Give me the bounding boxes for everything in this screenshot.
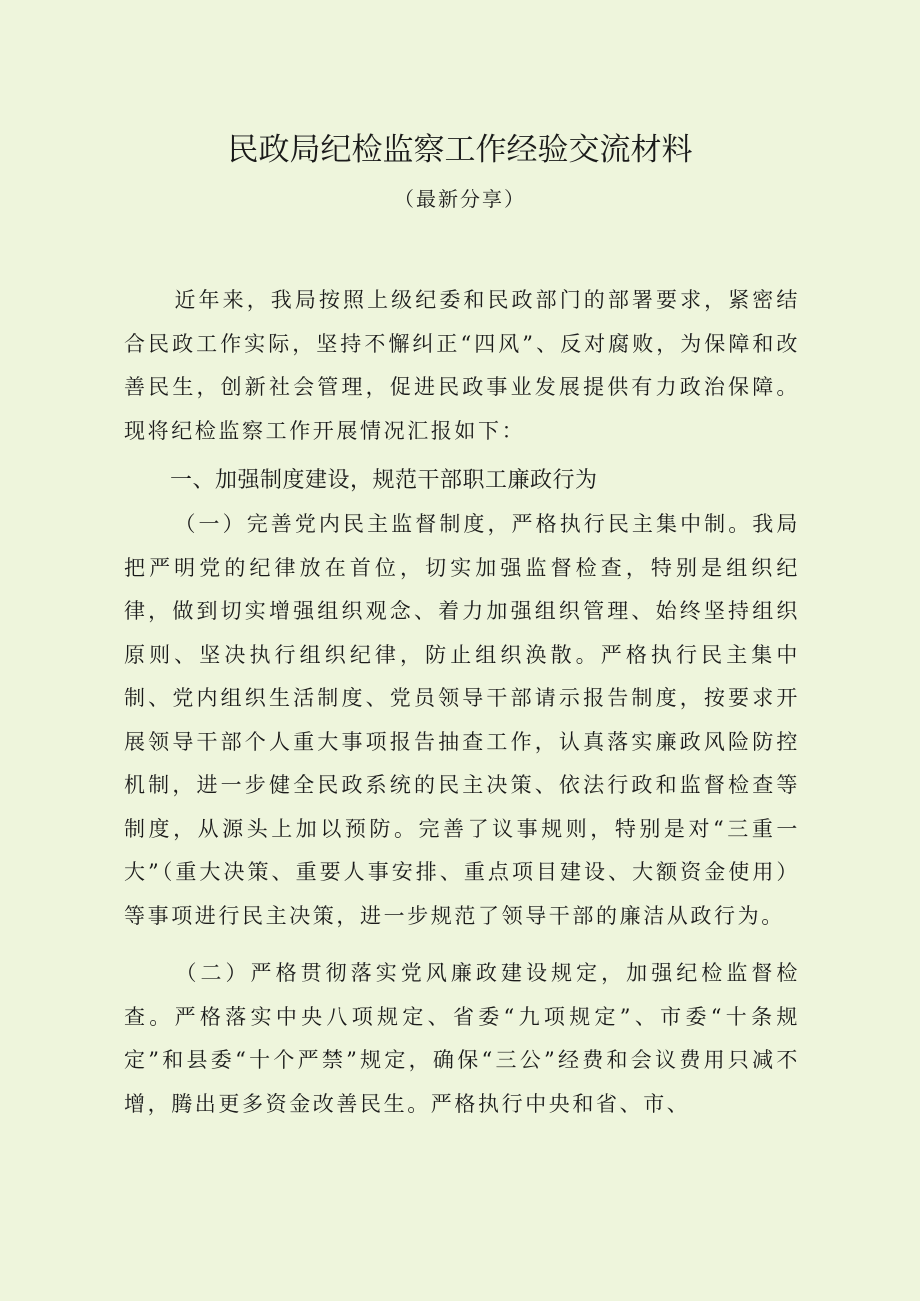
- section1-paragraph-1: [124, 503, 800, 938]
- section1-paragraph-2: [124, 952, 800, 1126]
- section1-paragraph-2-text: （二）严格贯彻落实党风廉政建设规定，加强纪检监督检查。严格落实中央八项规定、省委“九项规定”、市委“十条规定”和县委“十个严禁”规定，确保“三公”经费和会议费用只减不增，腾出更多资金改善民生。严格执行中央和省、市、: [124, 961, 800, 1116]
- section-heading: 一、加强制度建设，规范干部职工廉政行为: [170, 468, 598, 493]
- document-title: 民政局纪检监察工作经验交流材料: [227, 132, 693, 168]
- intro-paragraph: [124, 279, 800, 453]
- intro-paragraph-text: 近年来，我局按照上级纪委和民政部门的部署要求，紧密结合民政工作实际，坚持不懈纠正“四风”、反对腐败，为保障和改善民生，创新社会管理，促进民政事业发展提供有力政治保障。现将纪检监察工作开展情况汇报如下：: [124, 288, 800, 443]
- section1-paragraph-1-text: （一）完善党内民主监督制度，严格执行民主集中制。我局把严明党的纪律放在首位，切实加强监督检查，特别是组织纪律，做到切实增强组织观念、着力加强组织管理、始终坚持组织原则、坚决执行组织纪律，防止组织涣散。严格执行民主集中制、党内组织生活制度、党员领导干部请示报告制度，按要求开展领导干部个人重大事项报告抽查工作，认真落实廉政风险防控机制，进一步健全民政系统的民主决策、依法行政和监督检查等制度，从源头上加以预防。完善了议事规则，特别是对“三重一大”（重大决策、重要人事安排、重点项目建设、大额资金使用）等事项进行民主决策，进一步规范了领导干部的廉洁从政行为。: [124, 512, 800, 928]
- document-subtitle: （最新分享）: [394, 187, 526, 211]
